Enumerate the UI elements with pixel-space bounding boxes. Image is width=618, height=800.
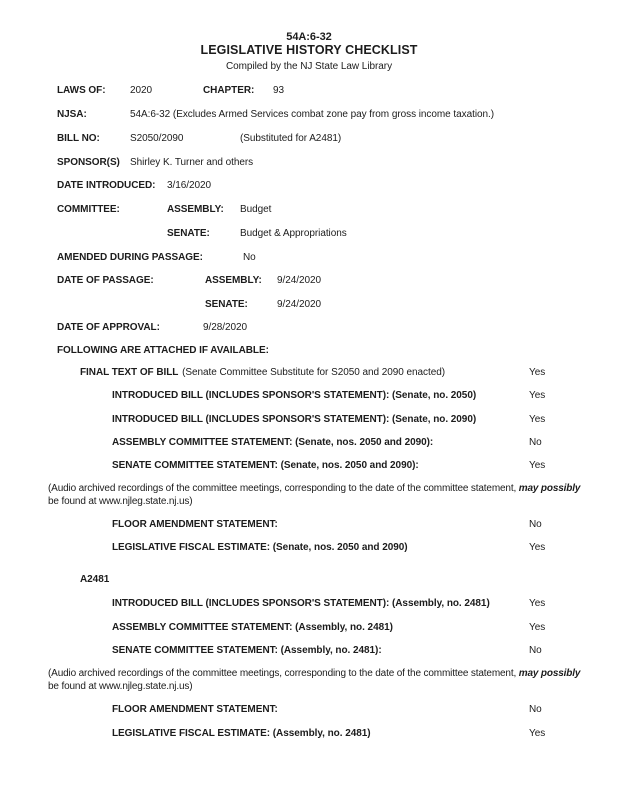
attachment-availability: No <box>529 704 542 715</box>
laws-of-label: LAWS OF: <box>57 85 106 96</box>
passage-senate-label: SENATE: <box>205 299 248 310</box>
audio-note-line1: (Audio archived recordings of the committee meetings, corresponding to the date of the committee statement, <box>48 668 517 679</box>
sponsors-label: SPONSOR(S) <box>57 157 120 168</box>
attachment-row-floor-amendment-senate: FLOOR AMENDMENT STATEMENT: <box>112 519 278 530</box>
attachment-row-introduced-s2090: INTRODUCED BILL (INCLUDES SPONSOR'S STATEMENT): (Senate, no. 2090) <box>112 414 477 425</box>
attachment-row-assembly-committee-statement-a2481: ASSEMBLY COMMITTEE STATEMENT: (Assembly, no. 2481) <box>112 622 393 633</box>
date-introduced-label: DATE INTRODUCED: <box>57 180 156 191</box>
attachment-availability: Yes <box>529 622 546 633</box>
passage-senate-value: 9/24/2020 <box>277 299 322 310</box>
committee-assembly-label: ASSEMBLY: <box>167 204 224 215</box>
attachment-availability: No <box>529 519 542 530</box>
attachment-row-fiscal-estimate-senate: LEGISLATIVE FISCAL ESTIMATE: (Senate, nos. 2050 and 2090) <box>112 542 408 553</box>
attachment-availability: No <box>529 437 542 448</box>
attachment-row-fiscal-estimate-a2481: LEGISLATIVE FISCAL ESTIMATE: (Assembly, no. 2481) <box>112 728 371 739</box>
audio-note-line1: (Audio archived recordings of the committee meetings, corresponding to the date of the committee statement, <box>48 483 517 494</box>
sponsors-value: Shirley K. Turner and others <box>130 157 254 168</box>
attachment-availability: Yes <box>529 598 546 609</box>
attachment-availability: Yes <box>529 460 546 471</box>
audio-note-line2: be found at www.njleg.state.nj.us) <box>48 495 193 507</box>
statute-number: 54A:6-32 <box>286 31 332 43</box>
passage-assembly-value: 9/24/2020 <box>277 275 322 286</box>
attachment-row-senate-committee-statement-senate: SENATE COMMITTEE STATEMENT: (Senate, nos. 2050 and 2090): <box>112 460 419 471</box>
assembly-bill-heading: A2481 <box>80 574 110 585</box>
committee-label: COMMITTEE: <box>57 204 120 215</box>
bill-no-note: (Substituted for A2481) <box>240 133 342 144</box>
committee-senate-label: SENATE: <box>167 228 210 239</box>
document-title: LEGISLATIVE HISTORY CHECKLIST <box>200 43 418 57</box>
attachment-row-introduced-s2050: INTRODUCED BILL (INCLUDES SPONSOR'S STATEMENT): (Senate, no. 2050) <box>112 390 477 401</box>
attachment-availability: Yes <box>529 390 546 401</box>
njsa-label: NJSA: <box>57 109 87 120</box>
audio-note-emphasis: may possibly <box>518 668 581 679</box>
attachment-row-floor-amendment-a2481: FLOOR AMENDMENT STATEMENT: <box>112 704 278 715</box>
audio-recordings-note <box>48 668 580 693</box>
chapter-label: CHAPTER: <box>203 85 255 96</box>
njsa-value: 54A:6-32 (Excludes Armed Services combat zone pay from gross income taxation.) <box>130 109 495 120</box>
amended-label: AMENDED DURING PASSAGE: <box>57 252 203 263</box>
attachment-availability: Yes <box>529 367 546 378</box>
date-introduced-value: 3/16/2020 <box>167 180 212 191</box>
audio-recordings-note <box>48 483 580 508</box>
passage-label: DATE OF PASSAGE: <box>57 275 154 286</box>
committee-assembly-value: Budget <box>240 204 272 215</box>
chapter-value: 93 <box>273 85 285 96</box>
passage-assembly-label: ASSEMBLY: <box>205 275 262 286</box>
amended-value: No <box>243 252 256 263</box>
attachment-availability: Yes <box>529 728 546 739</box>
attachment-availability: No <box>529 645 542 656</box>
committee-senate-value: Budget & Appropriations <box>240 228 347 239</box>
attachment-row-final-text <box>80 366 445 379</box>
attachment-availability: Yes <box>529 542 546 553</box>
approval-label: DATE OF APPROVAL: <box>57 322 160 333</box>
audio-note-line2: be found at www.njleg.state.nj.us) <box>48 680 193 692</box>
bill-no-value: S2050/2090 <box>130 133 184 144</box>
attached-heading: FOLLOWING ARE ATTACHED IF AVAILABLE: <box>57 345 269 356</box>
laws-of-value: 2020 <box>130 85 153 96</box>
document-subtitle: Compiled by the NJ State Law Library <box>225 61 393 72</box>
approval-value: 9/28/2020 <box>203 322 248 333</box>
attachment-row-senate-committee-statement-a2481: SENATE COMMITTEE STATEMENT: (Assembly, no. 2481): <box>112 645 382 656</box>
audio-note-emphasis: may possibly <box>518 483 581 494</box>
attachment-label: FINAL TEXT OF BILL <box>80 367 179 378</box>
bill-no-label: BILL NO: <box>57 133 100 144</box>
attachment-note: (Senate Committee Substitute for S2050 and 2090 enacted) <box>182 367 446 378</box>
attachment-row-assembly-committee-statement-senate: ASSEMBLY COMMITTEE STATEMENT: (Senate, nos. 2050 and 2090): <box>112 437 434 448</box>
attachment-row-introduced-a2481: INTRODUCED BILL (INCLUDES SPONSOR'S STATEMENT): (Assembly, no. 2481) <box>112 598 490 609</box>
attachment-availability: Yes <box>529 414 546 425</box>
